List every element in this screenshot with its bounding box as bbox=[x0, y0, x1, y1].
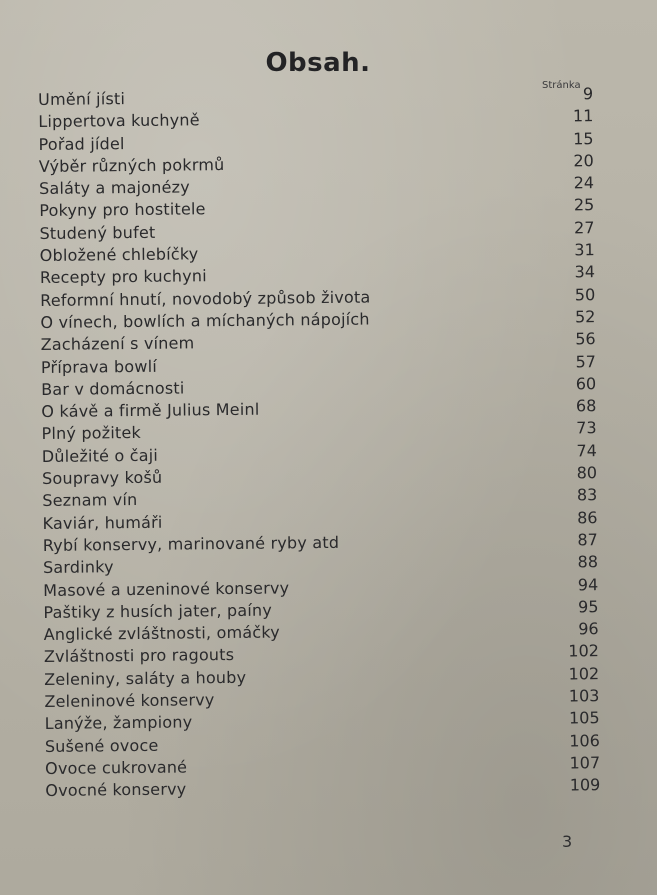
toc-entry-page: 105 bbox=[568, 708, 600, 728]
toc-entry-title: Důležité o čaji bbox=[41, 445, 159, 466]
toc-entry-page: 20 bbox=[573, 151, 594, 171]
toc-entry-title: Reformní hnutí, novodobý způsob života bbox=[40, 287, 371, 310]
toc-entry-page: 107 bbox=[569, 753, 601, 773]
toc-entry-title: Studený bufet bbox=[39, 222, 156, 243]
toc-entry-title: Recepty pro kuchyni bbox=[39, 266, 207, 288]
toc-entry-page: 96 bbox=[578, 619, 599, 639]
toc-entry-page: 94 bbox=[577, 574, 599, 594]
toc-entry-title: Pořad jídel bbox=[38, 133, 125, 154]
toc-entry-page: 9 bbox=[582, 84, 594, 104]
toc-entry-title: Sardinky bbox=[42, 557, 114, 578]
toc-entry-page: 106 bbox=[569, 730, 600, 751]
toc-entry-title: Lanýže, žampiony bbox=[44, 712, 193, 734]
toc-entry-title: Seznam vín bbox=[42, 490, 138, 511]
toc-entry-title: Lippertova kuchyně bbox=[38, 110, 200, 132]
toc-entry-page: 15 bbox=[573, 128, 594, 148]
toc-entry-page: 68 bbox=[575, 396, 597, 416]
toc-entry-title: Paštiky z husích jater, paíny bbox=[43, 600, 273, 622]
toc-entry-page: 73 bbox=[576, 418, 597, 438]
toc-entry-page: 80 bbox=[576, 463, 598, 483]
toc-entry-title: Kaviár, humáři bbox=[42, 512, 163, 533]
toc-entry-page: 87 bbox=[577, 530, 598, 550]
toc-entry-page: 50 bbox=[574, 284, 596, 305]
toc-entry-title: Pokyny pro hostitele bbox=[39, 199, 206, 221]
toc-entry-title: Plný požitek bbox=[41, 423, 142, 444]
toc-entry-title: Zvláštnosti pro ragouts bbox=[43, 645, 235, 667]
toc-entry-title: O vínech, bowlích a míchaných nápojích bbox=[40, 309, 370, 332]
toc-entry-page: 56 bbox=[575, 329, 596, 349]
toc-entry-page: 60 bbox=[575, 374, 597, 394]
toc-entry-title: Umění jísti bbox=[38, 89, 126, 109]
toc-entry-title: Ovoce cukrované bbox=[45, 757, 188, 778]
toc-entry-page: 83 bbox=[576, 485, 598, 505]
toc-entry-title: Příprava bowlí bbox=[40, 356, 158, 377]
toc-entry-page: 102 bbox=[568, 641, 600, 661]
toc-entry-page: 74 bbox=[576, 440, 597, 461]
toc-entry-title: Saláty a majonézy bbox=[38, 177, 190, 199]
toc-entry-page: 24 bbox=[573, 173, 595, 193]
toc-entry-title: O kávě a firmě Julius Meinl bbox=[41, 399, 260, 422]
toc-entry-title: Výběr různých pokrmů bbox=[38, 154, 225, 176]
toc-entry-page: 88 bbox=[577, 552, 599, 572]
toc-entry-page: 11 bbox=[572, 106, 594, 126]
toc-entry-page: 109 bbox=[569, 775, 601, 795]
toc-entry-page: 103 bbox=[568, 686, 600, 706]
table-of-contents bbox=[38, 83, 600, 802]
toc-entry-title: Zeleniny, saláty a houby bbox=[44, 667, 247, 689]
toc-entry-page: 27 bbox=[574, 217, 595, 238]
toc-entry-title: Zeleninové konservy bbox=[44, 690, 215, 711]
toc-entry-page: 86 bbox=[577, 507, 598, 528]
toc-entry-title: Zacházení s vínem bbox=[40, 333, 195, 355]
toc-entry-title: Obložené chlebíčky bbox=[39, 244, 199, 266]
toc-entry-title: Soupravy košů bbox=[41, 467, 163, 489]
toc-entry-page: 31 bbox=[574, 240, 595, 260]
page-title: Obsah. bbox=[265, 48, 371, 78]
toc-entry-page: 52 bbox=[574, 307, 596, 327]
toc-entry-title: Masové a uzeninové konservy bbox=[43, 577, 290, 600]
page-column-header: Stránka bbox=[542, 80, 581, 91]
toc-entry-page: 95 bbox=[577, 596, 599, 617]
toc-entry-page: 25 bbox=[573, 195, 595, 215]
toc-entry-title: Sušené ovoce bbox=[44, 735, 159, 756]
page-number: 3 bbox=[562, 832, 573, 851]
toc-entry-title: Anglické zvláštnosti, omáčky bbox=[43, 622, 280, 645]
toc-entry-page: 57 bbox=[575, 351, 596, 371]
toc-entry-title: Bar v domácnosti bbox=[41, 378, 185, 399]
toc-entry-title: Ovocné konservy bbox=[45, 779, 187, 801]
toc-entry-page: 102 bbox=[568, 663, 600, 684]
toc-entry bbox=[45, 774, 600, 802]
toc-entry-page: 34 bbox=[574, 262, 596, 282]
toc-entry-title: Rybí konservy, marinované ryby atd bbox=[42, 532, 340, 555]
